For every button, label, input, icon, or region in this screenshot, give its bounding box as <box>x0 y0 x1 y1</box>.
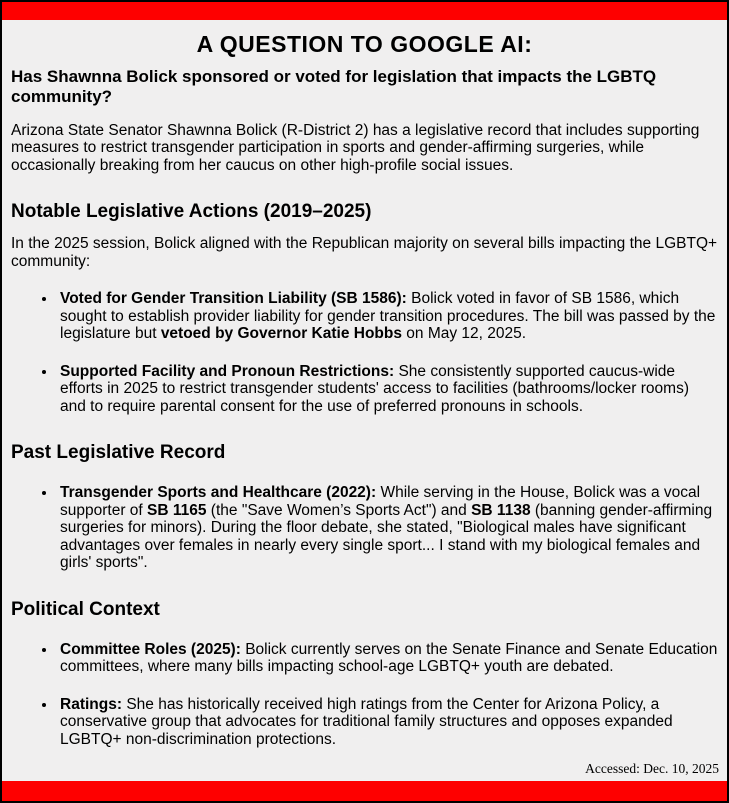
bullet-item-ratings: • Ratings: She has historically received high ratings from the Center for Arizona Policy, a conservative group that advocates for traditional family structures and opposes expanded LGBTQ+ non-discrimination protections. <box>57 696 718 749</box>
section-heading-past-record: Past Legislative Record <box>11 442 226 464</box>
bullet-item-sb1586: • Voted for Gender Transition Liability (SB 1586): Bolick voted in favor of SB 1586, which sought to establish provider liability for gender transition procedures. The bill was passed by the legislature but vetoed by Governor Katie Hobbs on May 12, 2025. <box>57 290 718 343</box>
section-lead-notable-actions: In the 2025 session, Bolick aligned with the Republican majority on several bills impacting the LGBTQ+ community: <box>11 235 718 270</box>
intro-paragraph: Arizona State Senator Shawnna Bolick (R-District 2) has a legislative record that includes supporting measures to restrict transgender participation in sports and gender-affirming surgeries, while occasionally breaking from her caucus on other high-profile social issues. <box>11 121 700 174</box>
question-heading: Has Shawnna Bolick sponsored or voted for legislation that impacts the LGBTQ community? <box>11 67 657 107</box>
page-title: A QUESTION TO GOOGLE AI: <box>196 31 533 57</box>
bullet-item-committee-roles: • Committee Roles (2025): Bolick currently serves on the Senate Finance and Senate Education committees, where many bills impacting school-age LGBTQ+ youth are debated. <box>57 641 718 676</box>
bullet-list-past-record <box>11 484 718 572</box>
section-heading-political-context: Political Context <box>11 598 160 620</box>
document-footer <box>2 761 727 801</box>
bullet-list-notable-actions <box>11 290 718 415</box>
section-heading-notable-actions: Notable Legislative Actions (2019–2025) <box>11 201 372 223</box>
top-red-bar <box>2 2 727 20</box>
accessed-timestamp: Accessed: Dec. 10, 2025 <box>585 761 719 776</box>
bullet-item-sports-healthcare: • Transgender Sports and Healthcare (2022): While serving in the House, Bolick was a vocal supporter of SB 1165 (the "Save Women’s Sports Act") and SB 1138 (banning gender-affirming surgeries for minors). During the floor debate, she stated, "Biological males have significant advantages over females in nearly every single sport... I stand with my biological females and girls' sports". <box>57 484 718 572</box>
document-content <box>2 31 727 748</box>
bullet-item-facility-pronoun: • Supported Facility and Pronoun Restrictions: She consistently supported caucus-wide efforts in 2025 to restrict transgender students' access to facilities (bathrooms/locker rooms) and to require parental consent for the use of preferred pronouns in schools. <box>57 363 718 416</box>
bottom-red-bar <box>2 781 727 801</box>
bullet-list-political-context <box>11 641 718 749</box>
